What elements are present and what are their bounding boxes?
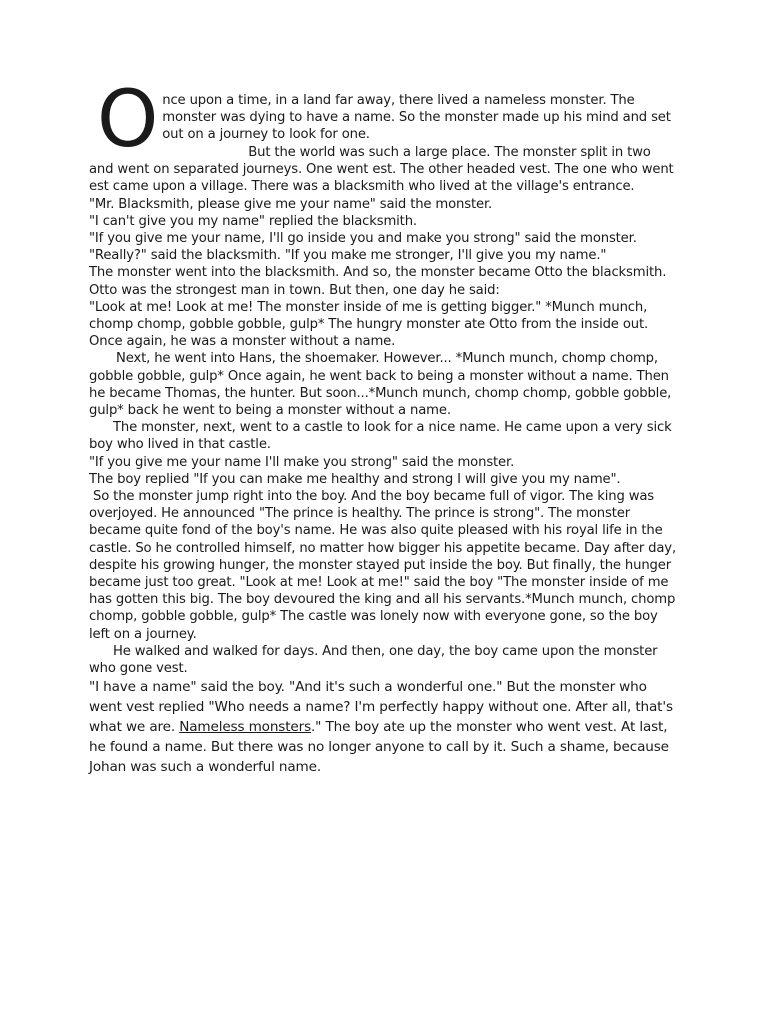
paragraph: The monster, next, went to a castle to look for a nice name. He came upon a very sick boy who lived in that castle. — [89, 420, 672, 453]
paragraph: The monster went into the blacksmith. And so, the monster became Otto the blacksmith. Otto was the strongest man in town. But then, one day he said: — [89, 265, 667, 298]
paragraph: "Really?" said the blacksmith. "If you make me stronger, I'll give you my name." — [89, 248, 607, 264]
paragraph: So the monster jump right into the boy. And the boy became full of vigor. The king was overjoyed. He announced "The prince is healthy. The prince is strong". The monster became quite fond of the boy's name. He was also quite pleased with his royal life in the castle. So he controlled himself, no matter how bigger his appetite became. Day after day, despite his growing hunger, the monster stayed put inside the boy. But finally, the hunger became just too great. "Look at me! Look at me!" said the boy "The monster inside of me has gotten this big. The boy devoured the king and all his servants.*Munch munch, chomp chomp, gobble gobble, gulp* The castle was lonely now with everyone gone, so the boy left on a journey. — [89, 489, 677, 642]
paragraph: "Look at me! Look at me! The monster inside of me is getting bigger." *Munch munch, chomp chomp, gobble gobble, gulp* The hungry monster ate Otto from the inside out. Once again, he was a monster without a name. — [89, 299, 649, 350]
opening-paragraph — [89, 75, 679, 165]
underlined-phrase: Nameless monsters — [179, 719, 312, 736]
paragraph-text: nce upon a time, in a land far away, there lived a nameless monster. The monster was dying to have a name. So the monster made up his mind and set out on a journey to look for one. — [162, 93, 671, 143]
paragraph: Next, he went into Hans, the shoemaker. However... *Munch munch, chomp chomp, gobble gobble, gulp* Once again, he went back to being a monster without a name. Then he became Thomas, the hunter. But soon...*Munch munch, chomp chomp, gobble gobble, gulp* back he went to being a monster without a name. — [89, 351, 672, 419]
paragraph: "If you give me your name I'll make you strong" said the monster. — [89, 454, 515, 470]
drop-cap: O — [97, 75, 159, 165]
paragraph: The boy replied "If you can make me healthy and strong I will give you my name". — [89, 471, 621, 487]
paragraph: He walked and walked for days. And then, one day, the boy came upon the monster who gone vest. — [89, 643, 658, 677]
paragraph: But the world was such a large place. The monster split in two and went on separated journeys. One went est. The other headed vest. The one who went est came upon a village. There was a blacksmith who lived at the village's entrance. — [89, 145, 674, 195]
story-text — [89, 75, 679, 777]
paragraph-text: "I have a name" said the boy. "And it's such a wonderful one." But the monster who went vest replied "Who needs a name? I'm perfectly happy without one. After all, that's what we are. — [89, 679, 673, 736]
paragraph: "If you give me your name, I'll go inside you and make you strong" said the monster. — [89, 231, 637, 247]
paragraph: "Mr. Blacksmith, please give me your name" said the monster. — [89, 196, 493, 212]
paragraph-text: ." The boy ate up the monster who went vest. At last, he found a name. But there was no longer anyone to call by it. Such a shame, because Johan was such a wonderful name. — [89, 719, 669, 776]
paragraph: "I can't give you my name" replied the blacksmith. — [89, 213, 417, 229]
final-paragraph — [89, 677, 679, 777]
